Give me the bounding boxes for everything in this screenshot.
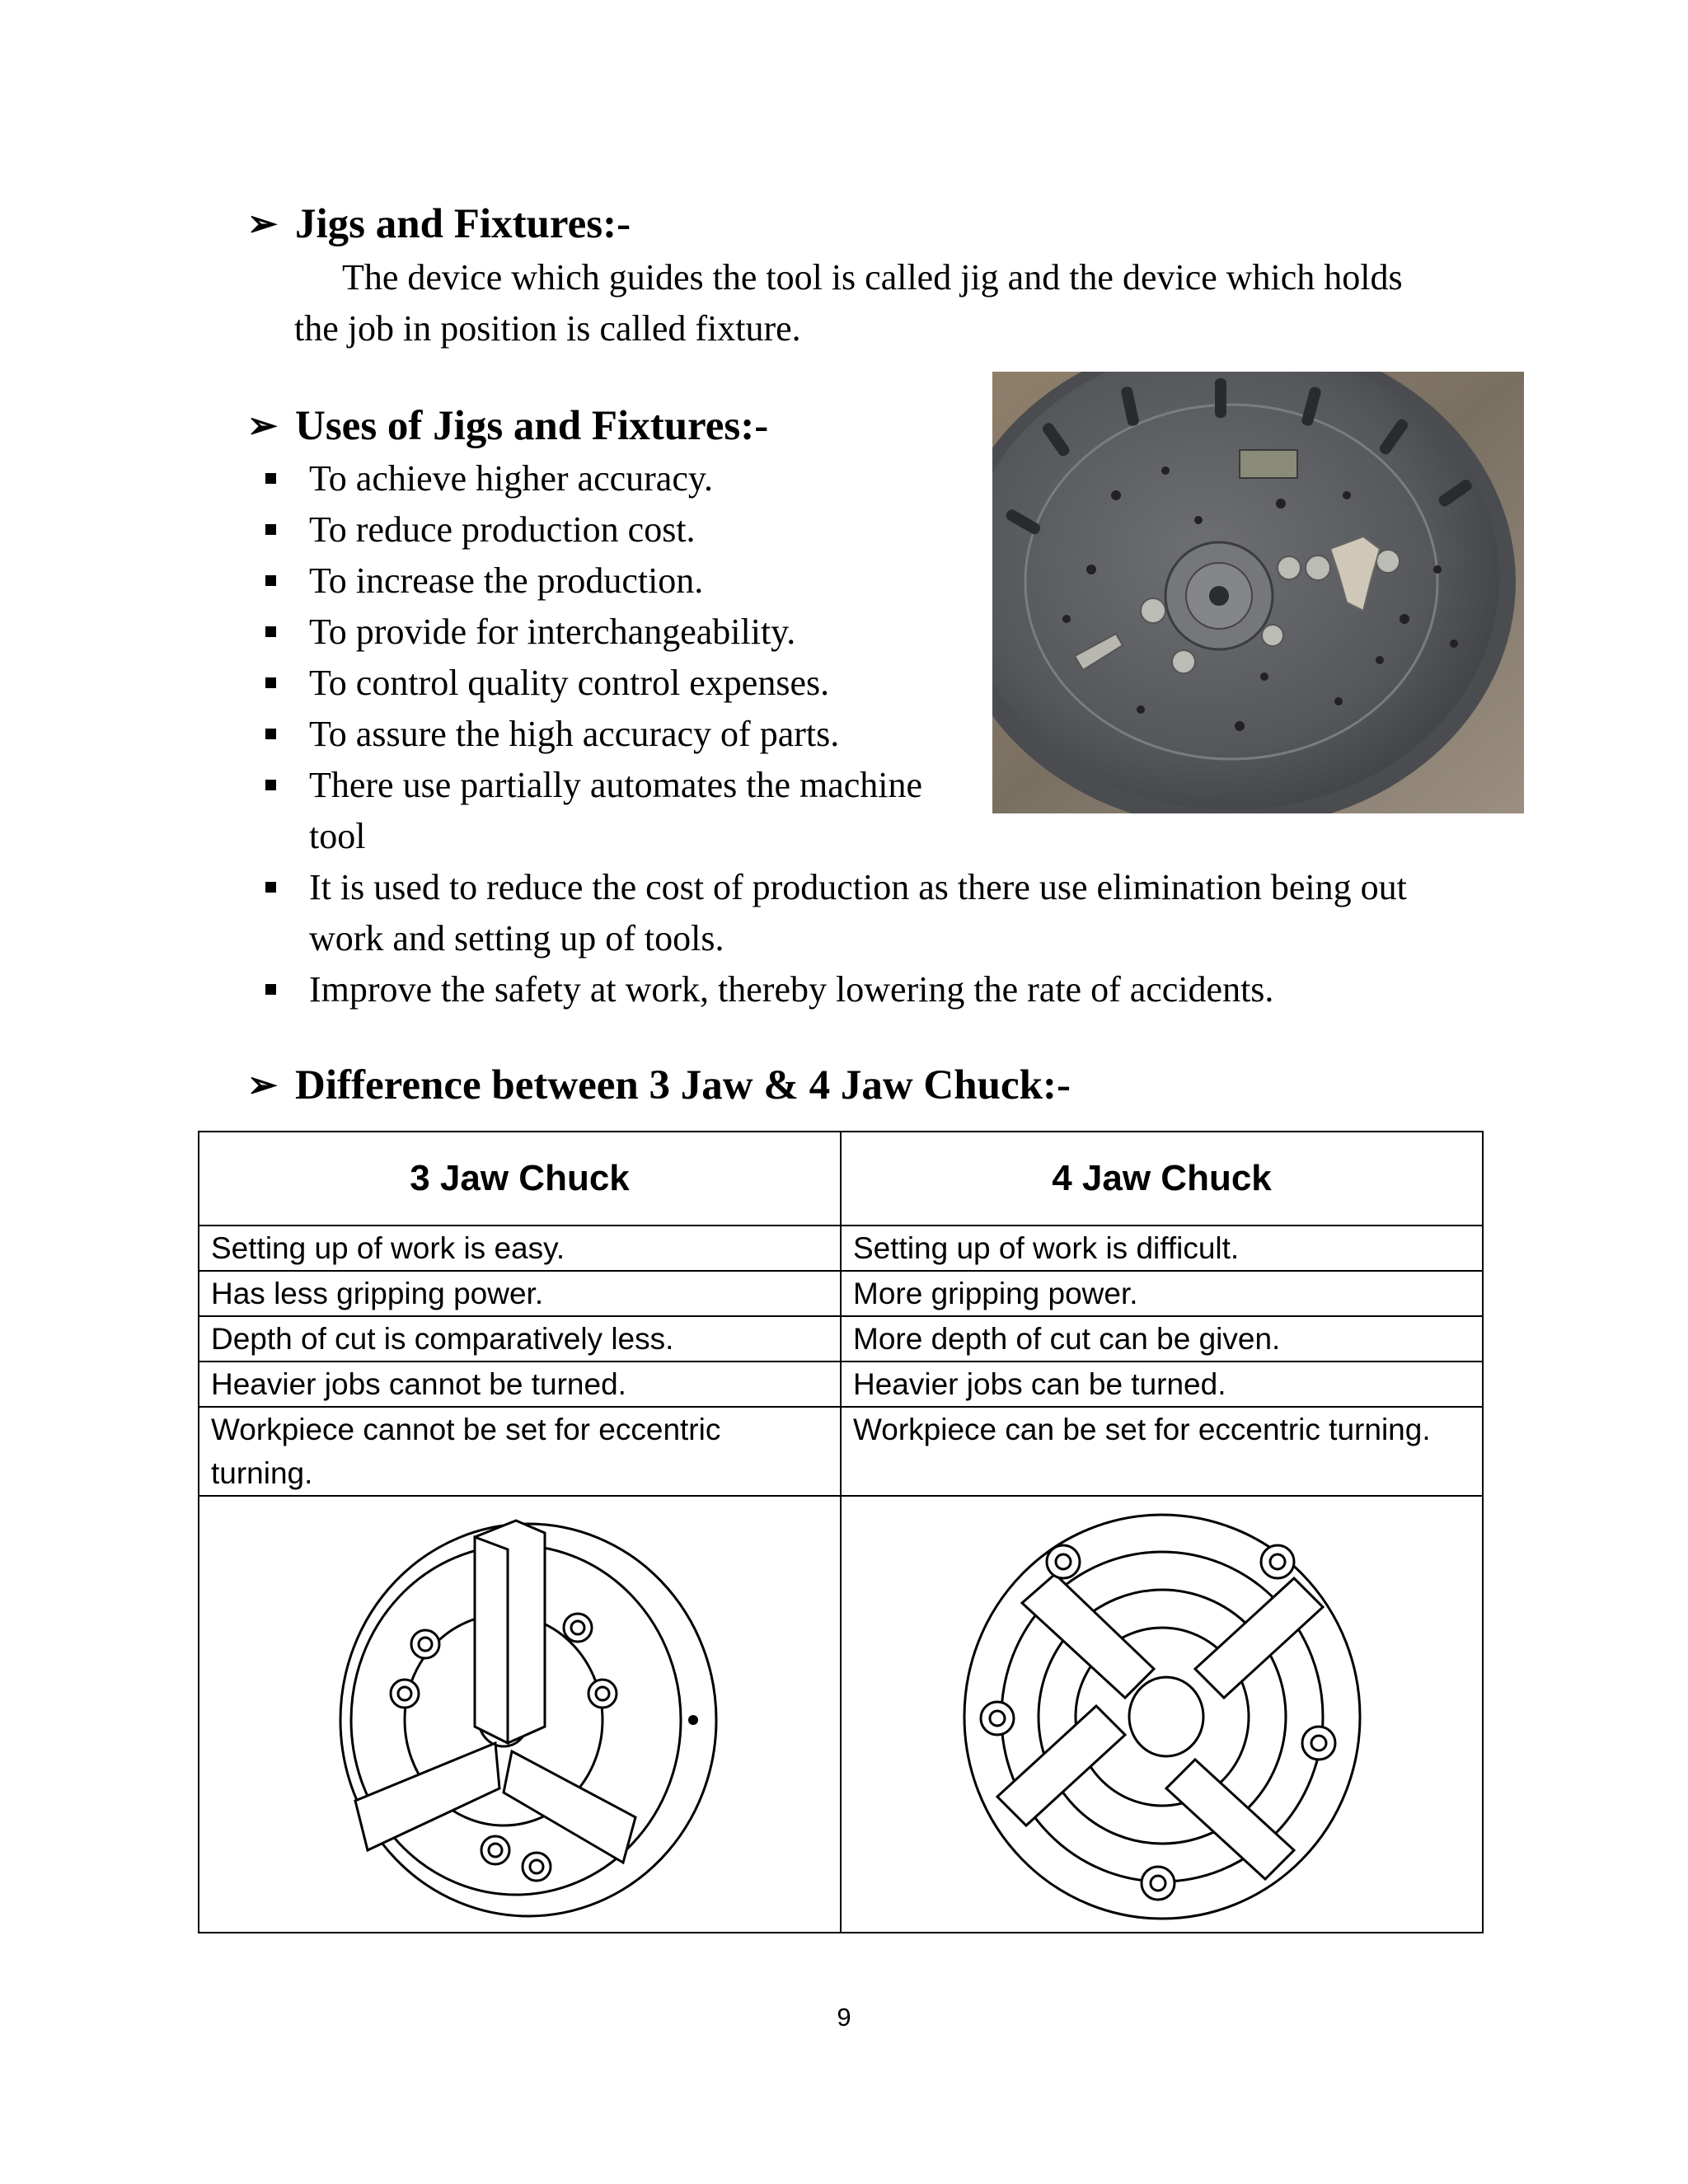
arrowhead-bullet-icon: ➢ (247, 204, 278, 244)
paragraph-line: The device which guides the tool is called jig and the device which holds (342, 257, 1403, 298)
table-cell: Heavier jobs cannot be turned. (199, 1361, 841, 1407)
heading-uses-of-jigs: ➢ Uses of Jigs and Fixtures:- (247, 403, 769, 449)
table-row (199, 1226, 1483, 1271)
fixture-photo (992, 372, 1524, 813)
page-number: 9 (837, 2003, 851, 2032)
square-bullet-icon (265, 626, 276, 637)
square-bullet-icon (265, 729, 276, 739)
chuck-comparison-table (198, 1131, 1484, 1933)
four-jaw-chuck-cell (841, 1496, 1483, 1933)
table-cell: More gripping power. (841, 1271, 1483, 1316)
table-cell: Depth of cut is comparatively less. (199, 1316, 841, 1361)
list-item: To increase the production. (262, 555, 1407, 607)
list-item: To control quality control expenses. (262, 658, 1407, 709)
three-jaw-chuck-cell (199, 1496, 841, 1933)
table-cell: Has less gripping power. (199, 1271, 841, 1316)
list-item: Improve the safety at work, thereby lowering the rate of accidents. (262, 964, 1407, 1015)
table-cell: Workpiece cannot be set for eccentric turning. (199, 1407, 841, 1496)
arrowhead-bullet-icon: ➢ (247, 405, 278, 446)
four-jaw-chuck-drawing (948, 1504, 1376, 1924)
square-bullet-icon (265, 524, 276, 535)
list-item: To provide for interchangeability. (262, 607, 1407, 658)
square-bullet-icon (265, 677, 276, 688)
square-bullet-icon (265, 575, 276, 586)
list-item: To achieve higher accuracy. (262, 453, 1407, 504)
table-cell: Workpiece can be set for eccentric turning. (841, 1407, 1483, 1496)
table-cell: Setting up of work is easy. (199, 1226, 841, 1271)
table-row (199, 1271, 1483, 1316)
table-cell: Setting up of work is difficult. (841, 1226, 1483, 1271)
table-row (199, 1407, 1483, 1496)
column-header-3-jaw: 3 Jaw Chuck (199, 1132, 841, 1226)
list-item: To assure the high accuracy of parts. (262, 709, 1407, 760)
square-bullet-icon (265, 984, 276, 995)
heading-jigs-and-fixtures: ➢ Jigs and Fixtures:- (247, 201, 631, 247)
arrowhead-bullet-icon: ➢ (247, 1065, 278, 1105)
square-bullet-icon (265, 473, 276, 484)
definition-paragraph (294, 252, 1498, 354)
three-jaw-chuck-drawing (306, 1504, 734, 1924)
table-header-row (199, 1132, 1483, 1226)
square-bullet-icon (265, 882, 276, 893)
list-item: There use partially automates the machine tool (262, 760, 1407, 862)
table-cell: Heavier jobs can be turned. (841, 1361, 1483, 1407)
list-item: It is used to reduce the cost of production as there use elimination being out work and setting up of tools. (262, 862, 1407, 964)
square-bullet-icon (265, 780, 276, 790)
paragraph-line: the job in position is called fixture. (294, 308, 801, 349)
column-header-4-jaw: 4 Jaw Chuck (841, 1132, 1483, 1226)
heading-chuck-difference: ➢ Difference between 3 Jaw & 4 Jaw Chuck:- (247, 1062, 1071, 1108)
table-image-row (199, 1496, 1483, 1933)
table-cell: More depth of cut can be given. (841, 1316, 1483, 1361)
table-row (199, 1316, 1483, 1361)
table-row (199, 1361, 1483, 1407)
list-item: To reduce production cost. (262, 504, 1407, 555)
